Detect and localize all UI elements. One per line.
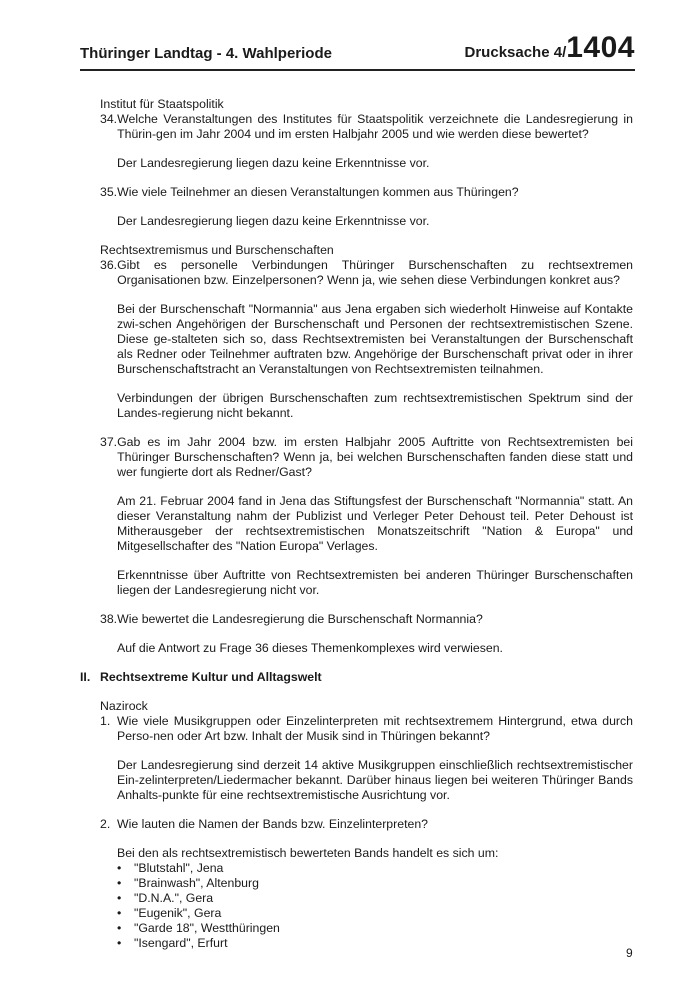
question-number: 1. <box>100 714 111 728</box>
list-item-text: "Eugenik", Gera <box>134 906 222 920</box>
answer-paragraph: Der Landesregierung sind derzeit 14 aktive Musikgruppen einschließlich rechtsextremistischer Ein-zelinterpreten/Liedermacher bekannt. Darüber hinaus liegen bei weiteren Thüringer Bands Anhalts-punkte für eine rechtsextremistische Ausrichtung vor. <box>117 758 633 802</box>
bullet-icon: • <box>117 906 122 920</box>
question <box>100 714 633 744</box>
subheading: Rechtsextremismus und Burschenschaften <box>100 243 334 257</box>
bullet-icon: • <box>117 876 122 890</box>
question <box>100 185 633 200</box>
list-item <box>117 876 633 891</box>
question-number: 38. <box>100 612 118 626</box>
subheading: Institut für Staatspolitik <box>100 97 224 111</box>
question-text: Wie viele Musikgruppen oder Einzelinterpreten mit rechtsextremem Hintergrund, etwa durch Perso-nen oder Art bzw. Inhalt der Musik sind in Thüringen bekannt? <box>117 714 633 743</box>
spacer <box>100 171 633 185</box>
answer-paragraph: Verbindungen der übrigen Burschenschaften zum rechtsextremistischen Spektrum sind der Landes-regierung nicht bekannt. <box>117 391 633 420</box>
list-item-text: "Brainwash", Altenburg <box>134 876 259 890</box>
page-number: 9 <box>626 946 633 960</box>
answer-paragraph: Am 21. Februar 2004 fand in Jena das Stiftungsfest der Burschenschaft "Normannia" statt. An dieser Veranstaltung nahm der Publizist und Verleger Peter Dehoust teil. Peter Dehoust ist Mitherausgeber der rechtsextremistischen Monatszeitschrift "Nation & Europa" und Mitgesellschafter des "Nation Europa" Verlages. <box>117 494 633 553</box>
answer-paragraph: Erkenntnisse über Auftritte von Rechtsextremisten bei anderen Thüringer Burschenschaften liegen der Landesregierung nicht vor. <box>117 568 633 597</box>
question-text: Wie bewertet die Landesregierung die Burschenschaft Normannia? <box>117 612 483 626</box>
bullet-icon: • <box>117 921 122 935</box>
drucksache-label <box>465 31 635 65</box>
answer-paragraph: Der Landesregierung liegen dazu keine Erkenntnisse vor. <box>117 214 430 228</box>
question-text: Wie viele Teilnehmer an diesen Veranstaltungen kommen aus Thüringen? <box>117 185 519 199</box>
list-item <box>117 861 633 876</box>
question-number: 35. <box>100 185 118 199</box>
question-text: Welche Veranstaltungen des Institutes für Staatspolitik verzeichnete die Landesregierung in Thürin-gen im Jahr 2004 und im ersten Halbjahr 2005 und wie werden diese bewertet? <box>117 112 633 141</box>
spacer <box>100 832 633 846</box>
document-body <box>80 97 633 951</box>
list-item-text: "Garde 18", Westthüringen <box>134 921 280 935</box>
drucksache-prefix: Drucksache 4/ <box>464 44 567 61</box>
section-number: II. <box>80 670 91 684</box>
spacer <box>100 288 633 302</box>
spacer <box>100 377 633 391</box>
answer-paragraph: Bei der Burschenschaft "Normannia" aus Jena ergaben sich wiederholt Hinweise auf Kontakte zwi-schen Angehörigen der Burschenschaft und Personen der rechtsextremistischen Szene. Diese ge-stalteten sich so, dass Rechtsextremisten bei Veranstaltungen der Burschenschaft als Redner oder Teilnehmer auftraten bzw. Angehörige der Burschenschaft privat oder in ihrer Burschenschaftstracht an Veranstaltungen von Rechtsextremisten teilnahmen. <box>117 302 633 376</box>
spacer <box>100 554 633 568</box>
answer-paragraph: Der Landesregierung liegen dazu keine Erkenntnisse vor. <box>117 156 430 170</box>
spacer <box>100 627 633 641</box>
question-number: 37. <box>100 435 118 449</box>
list-item-text: "D.N.A.", Gera <box>134 891 214 905</box>
question-text: Wie lauten die Namen der Bands bzw. Einzelinterpreten? <box>117 817 429 831</box>
list-item <box>117 891 633 906</box>
list-item-text: "Blutstahl", Jena <box>134 861 224 875</box>
list-item <box>117 906 633 921</box>
question-text: Gibt es personelle Verbindungen Thüringer Burschenschaften zu rechtsextremen Organisationen bzw. Einzelpersonen? Wenn ja, wie sehen diese Verbindungen konkret aus? <box>117 258 633 287</box>
header-rule <box>80 69 635 71</box>
spacer <box>100 685 633 699</box>
list-item <box>117 936 633 951</box>
page-header <box>80 31 635 68</box>
spacer <box>100 744 633 758</box>
spacer <box>100 656 633 670</box>
section-title: Rechtsextreme Kultur und Alltagswelt <box>100 670 322 684</box>
list-item <box>117 921 633 936</box>
bullet-icon: • <box>117 936 122 950</box>
spacer <box>100 142 633 156</box>
spacer <box>100 598 633 612</box>
question <box>100 258 633 288</box>
spacer <box>100 421 633 435</box>
question <box>100 817 633 832</box>
section-heading <box>80 670 633 685</box>
bullet-icon: • <box>117 891 122 905</box>
answer-paragraph: Bei den als rechtsextremistisch bewerteten Bands handelt es sich um: <box>117 846 499 860</box>
spacer <box>100 229 633 243</box>
answer-paragraph: Auf die Antwort zu Frage 36 dieses Themenkomplexes wird verwiesen. <box>117 641 503 655</box>
question-number: 2. <box>100 817 111 831</box>
subheading: Nazirock <box>100 699 148 713</box>
question <box>100 612 633 627</box>
drucksache-number: 1404 <box>566 31 635 64</box>
list-item-text: "Isengard", Erfurt <box>134 936 228 950</box>
band-list <box>117 861 633 951</box>
spacer <box>100 480 633 494</box>
question-text: Gab es im Jahr 2004 bzw. im ersten Halbjahr 2005 Auftritte von Rechtsextremisten bei Thüringer Burschenschaften? Wenn ja, bei welchen Burschenschaften fanden diese statt und wer fungierte dort als Redner/Gast? <box>117 435 633 479</box>
bullet-icon: • <box>117 861 122 875</box>
question-number: 34. <box>100 112 118 126</box>
question <box>100 112 633 142</box>
spacer <box>100 803 633 817</box>
spacer <box>100 200 633 214</box>
question-number: 36. <box>100 258 118 272</box>
question <box>100 435 633 480</box>
header-title: Thüringer Landtag - 4. Wahlperiode <box>80 45 332 62</box>
